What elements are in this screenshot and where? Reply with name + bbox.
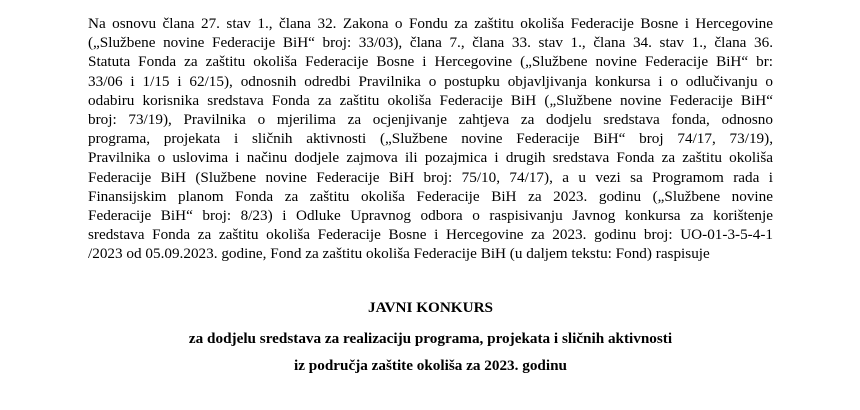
intro-paragraph [88,14,773,264]
intro-line: Na osnovu člana 27. stav 1., člana 32. Zakona o Fondu za zaštitu okoliša Federacije Bosne i Hercegovine [88,15,773,32]
intro-line: 33/06 i 1/15 i 62/15), odnosnih odredbi Pravilnika o postupku objavljivanja konkursa i o odlučivanju o [88,72,773,90]
intro-line: programa, projekata i sličnih aktivnosti („Službene novine Federacije BiH“ broj 74/17, 73/19), [88,130,773,148]
document-subtitle-line1: za dodjelu sredstava za realizaciju programa, projekata i sličnih aktivnosti [188,330,673,347]
intro-line: Finansijskim planom Fonda za zaštitu okoliša Federacije BiH za 2023. godinu („Službene novine [88,187,773,205]
intro-line: broj: 73/19), Pravilnika o mjerilima za ocjenjivanje zahtjeva za dodjelu sredstava fonda, odnosno [88,111,773,129]
intro-line: sredstava Fonda za zaštitu okoliša Federacije Bosne i Hercegovine za 2023. godinu broj: UO-01-3-5-4-1 [88,226,773,244]
intro-line: odabiru korisnika sredstava Fonda za zaštitu okoliša Federacije BiH („Službene novine Federacije BiH“ [88,91,773,109]
intro-line: Federacije BiH“ broj: 8/23) i Odluke Upravnog odbora o raspisivanju Javnog konkursa za korištenje [88,207,773,225]
intro-line: Federacije BiH (Službene novine Federacije BiH broj: 75/10, 74/17), a u vezi sa Programom rada i [88,168,773,186]
intro-line: („Službene novine Federacije BiH“ broj: 33/03), člana 7., člana 33. stav 1., člana 34. stav 1., člana 36. [88,34,773,52]
intro-line: Statuta Fonda za zaštitu okoliša Federacije Bosne i Hercegovine („Službene novine Federacije BiH“ br: [88,53,773,71]
intro-line: /2023 od 05.09.2023. godine, Fond za zaštitu okoliša Federacije BiH (u daljem tekstu: Fond) raspisuje [88,245,710,263]
document-title: JAVNI KONKURS [367,299,494,316]
document-subtitle-line2: iz područja zaštite okoliša za 2023. godinu [294,357,567,374]
intro-line: Pravilnika o uslovima i načinu dodjele zajmova ili pozajmica i drugih sredstava Fonda za zaštitu okoliša [88,149,773,167]
